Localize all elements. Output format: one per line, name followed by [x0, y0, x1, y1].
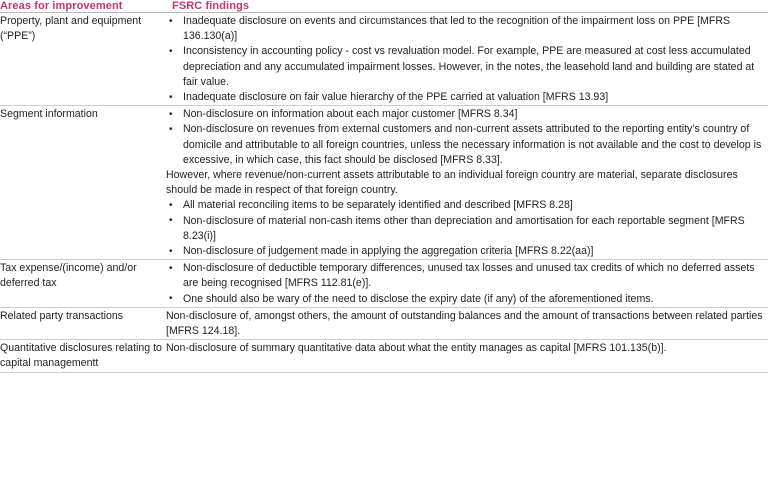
- table-body: [0, 14, 768, 374]
- fsrc-findings-cell: [166, 309, 768, 339]
- fsrc-findings-cell: [166, 261, 768, 307]
- findings-bullet-list: [166, 14, 768, 105]
- row-divider-line: [0, 307, 768, 308]
- finding-bullet-item: • Inconsistency in accounting policy - cost vs revaluation model. For example, PPE are measured at cost less accumulated depreciation and any accumulated impairment losses. However, in the notes, the leasehold land and building are stated at fair value.: [166, 44, 768, 90]
- row-divider-line: [0, 339, 768, 340]
- column-header-fsrc-findings: FSRC findings: [172, 0, 250, 12]
- finding-bullet-item: • Non-disclosure of judgement made in applying the aggregation criteria [MFRS 8.22(aa)]: [166, 244, 768, 259]
- finding-paragraph: Non-disclosure of summary quantitative data about what the entity manages as capital [MFRS 101.135(b)].: [166, 342, 667, 355]
- header-divider-line: [0, 12, 768, 13]
- table-row: [0, 14, 768, 105]
- area-for-improvement-cell: Segment information: [0, 108, 98, 121]
- area-for-improvement-cell: Related party transactions: [0, 309, 124, 322]
- finding-bullet-item: • Non-disclosure of material non-cash items other than depreciation and amortisation for each reportable segment [MFRS 8.23(i)]: [166, 214, 768, 244]
- finding-bullet-item: • All material reconciling items to be separately identified and described [MFRS 8.28]: [166, 198, 768, 213]
- findings-bullet-list: [166, 107, 768, 168]
- table-header: [0, 0, 768, 14]
- finding-paragraph: Non-disclosure of, amongst others, the amount of outstanding balances and the amount of transactions between related parties [MFRS 124.18].: [166, 309, 763, 338]
- fsrc-findings-cell: [166, 107, 768, 259]
- finding-paragraph: However, where revenue/non-current assets attributable to an individual foreign country are material, separate disclosures should be made in respect of that foreign country.: [166, 169, 738, 197]
- table-header-row: [0, 0, 768, 12]
- finding-bullet-item: • Non-disclosure on revenues from external customers and non-current assets attributed to the reporting entity’s country of domicile and attributable to all foreign countries, unless the necessary information is not available and the cost to develop is excessive, in which case, this fact should be disclosed [MFRS 8.33].: [166, 122, 768, 168]
- finding-bullet-item: • One should also be wary of the need to disclose the expiry date (if any) of the aforementioned items.: [166, 292, 768, 307]
- row-divider-line: [0, 372, 768, 373]
- finding-bullet-item: • Non-disclosure on information about each major customer [MFRS 8.34]: [166, 107, 768, 122]
- column-header-areas-for-improvement: Areas for improvement: [0, 0, 123, 12]
- fsrc-findings-cell: [166, 14, 768, 105]
- area-for-improvement-cell: Tax expense/(income) and/or deferred tax: [0, 262, 137, 290]
- fsrc-findings-cell: [166, 341, 768, 371]
- row-divider-cell: [0, 372, 768, 374]
- findings-bullet-list: [166, 198, 768, 259]
- row-divider-row: [0, 372, 768, 374]
- finding-bullet-item: • Inadequate disclosure on events and circumstances that led to the recognition of the impairment loss on PPE [MFRS 136.130(a)]: [166, 14, 768, 44]
- finding-bullet-item: • Non-disclosure of deductible temporary differences, unused tax losses and unused tax credits of which no deferred assets are being recognised [MFRS 112.81(e)].: [166, 261, 768, 291]
- table-row: [0, 341, 768, 371]
- area-for-improvement-cell: Property, plant and equipment (“PPE”): [0, 15, 142, 43]
- finding-bullet-item: • Inadequate disclosure on fair value hierarchy of the PPE carried at valuation [MFRS 13.93]: [166, 90, 768, 105]
- area-for-improvement-cell: Quantitative disclosures relating to capital managementt: [0, 342, 162, 370]
- table-row: [0, 309, 768, 339]
- row-divider-line: [0, 259, 768, 260]
- table-row: [0, 107, 768, 259]
- table-row: [0, 261, 768, 307]
- row-divider-line: [0, 105, 768, 106]
- findings-bullet-list: [166, 261, 768, 307]
